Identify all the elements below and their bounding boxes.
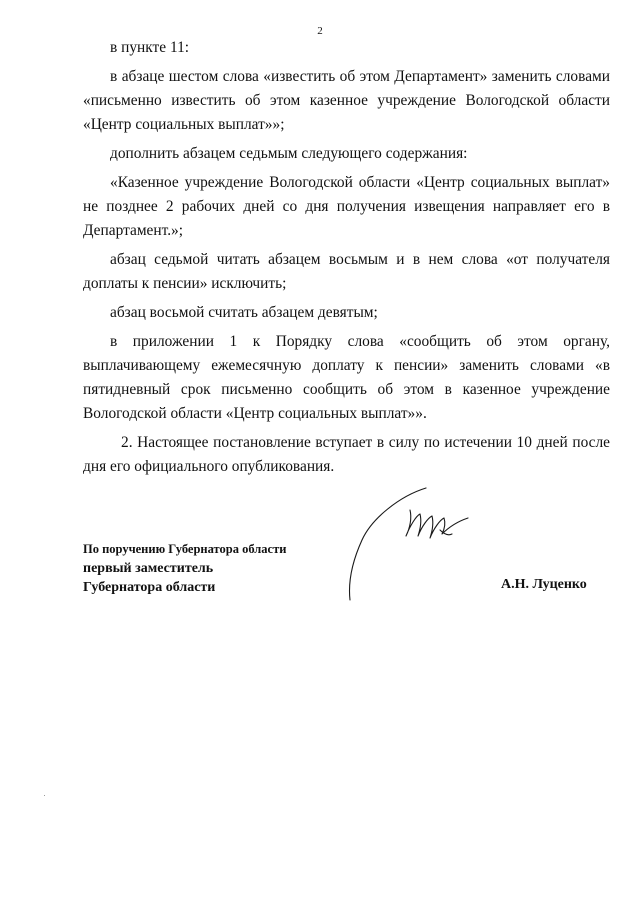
signature-block — [83, 540, 286, 597]
signature-authority: По поручению Губернатора области — [83, 542, 287, 556]
paragraph-appendix-change: в приложении 1 к Порядку слова «сообщить об этом органу, выплачивающему ежемесячную доплату к пенсии» заменить словами «в пятидневный срок письменно сообщить об этом в казенное учреждение Вологодской области «Центр социальных выплат»». — [83, 333, 610, 422]
signature-position-cont: Губернатора области — [83, 580, 216, 595]
handwritten-signature — [340, 478, 480, 608]
paragraph-seventh-to-eighth: абзац седьмой читать абзацем восьмым и в нем слова «от получателя доплаты к пенсии» исключить; — [83, 251, 610, 292]
paragraph-eighth-to-ninth: абзац восьмой считать абзацем девятым; — [110, 304, 378, 321]
page-number: 2 — [317, 25, 323, 37]
paragraph-item-11: в пункте 11: — [110, 39, 190, 56]
paragraph-effective-date: 2. Настоящее постановление вступает в силу по истечении 10 дней после дня его официального опубликования. — [83, 434, 610, 475]
paragraph-add-seventh: дополнить абзацем седьмым следующего содержания: — [110, 145, 468, 162]
signature-position: первый заместитель — [83, 561, 214, 576]
paragraph-replace-words: в абзаце шестом слова «известить об этом Департамент» заменить словами «письменно известить об этом казенное учреждение Вологодской области «Центр социальных выплат»»; — [83, 68, 610, 133]
paragraph-quoted-text: «Казенное учреждение Вологодской области «Центр социальных выплат» не позднее 2 рабочих дней со дня получения извещения направляет его в Департамент.»; — [83, 174, 610, 239]
scan-speck — [44, 795, 45, 796]
signatory-name: А.Н. Луценко — [501, 577, 587, 592]
document-body — [83, 36, 610, 479]
